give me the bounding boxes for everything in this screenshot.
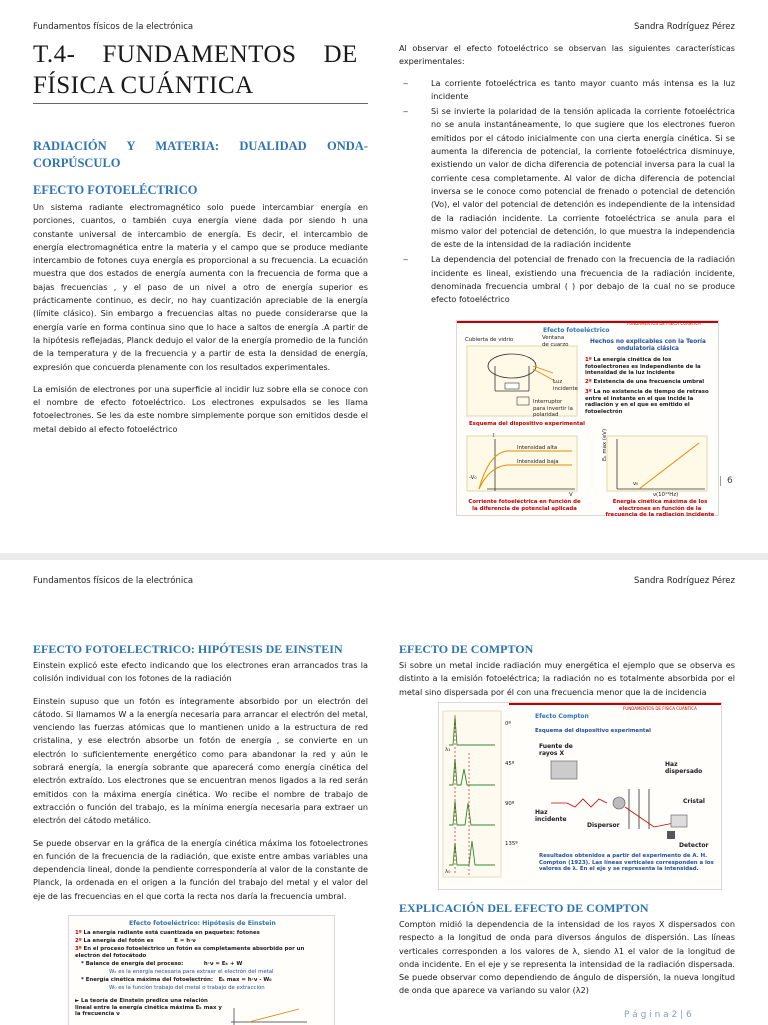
paragraph-einstein-1: Einstein explicó este efecto indicando que los electrones eran arrancados tras la colisión individual con los fotones de la radiación (33, 660, 368, 684)
label-interruptor: Interruptor para invertir la polaridad (533, 399, 573, 419)
figure-einstein (68, 915, 335, 1025)
figure-banner: FUNDAMENTOS DE FÍSICA CUÁNTICA (627, 321, 701, 326)
einstein-line-3-number: 3º (75, 946, 82, 952)
label-detector: Detector (679, 842, 709, 849)
einstein-line-7: W₀ es la función trabajo del metal o trabajo de extracción (109, 985, 265, 991)
einstein-line-6: * Energía cinética máxima del fotoelectrón: Eₖ max = h·ν - W₀ (81, 977, 272, 983)
einstein-line-2 (75, 938, 325, 945)
einstein-line-2-text: La energía del fotón es E = h·ν (83, 938, 196, 944)
bullet-dash: ‒ (403, 106, 409, 117)
label-dispersor: Dispersor (587, 822, 620, 829)
caption-e-graph: Energía cinética máxima de los electrones en función de la frecuencia de la radiación incidente (605, 499, 715, 519)
figure-title: Efecto fotoeléctrico (543, 327, 610, 334)
paragraph-einstein-3: Se puede observar en la gráfica de la energía cinética máxima los fotoelectrones en función de la frecuencia de la radiación, que existe entre ambas variables una dependencia lineal, donde la pendiente correspondería al valor de la constante de Planck, la ordenada en el origen a la función del trabajo del metal y el valor del eje de las frecuencias en el que corta la recta nos daría la frecuencia umbral. (33, 837, 368, 901)
fact-2 (585, 379, 711, 386)
label-haz-incidente: Haz incidente (535, 809, 567, 824)
section-heading-dualidad: RADIACIÓN Y MATERIA: DUALIDAD ONDA-CORPÚSCULO (33, 139, 368, 170)
caption-esquema: Esquema del dispositivo experimental (535, 728, 651, 734)
fact-2-number: 2º (585, 379, 592, 385)
running-header-right: Sandra Rodríguez Pérez (634, 576, 735, 586)
list-item-text: Si se invierte la polaridad de la tensión aplicada la corriente fotoeléctrica no se anula instantáneamente, lo que sugiere que los electrones fueron emitidos por el cátodo inicialmente con una cierta energía cinética. Si se aumenta la diferencia de potencial, la corriente fotoeléctrica disminuye, existiendo un valor de dicha diferencia de potencial inversa para la cual la corriente cesa completamente. Al valor de dicha diferencia de potencial inversa se le conoce como potencial de frenado o potencial de detención (Vo), el valor del potencial de detención es independiente de la intensidad de la radiación incidente. La corriente fotoeléctrica se anula para el mismo valor del potencial de detención, lo que muestra la independencia de este de la intensidad de la radiación incidente (431, 106, 735, 250)
paragraph-einstein-2: Einstein supuso que un fotón es íntegramente absorbido por un electrón del cátodo. Si llamamos W a la energía necesaria para arrancar el electrón del metal, venciendo las fuerzas atómicas que lo mantienen unido a la estructura de red cristalina, y ese electrón absorbe un fotón de energía , se convierte en un electrón lo suficientemente energético como para abandonar la red y aún le sobrará energía, la energía sobrante que aparecerá como energía cinética del electrón extraído. Los electrones que se encuentran menos ligados a la red serán emitidos con la máxima energía cinética. Wo recibe el nombre de trabajo de extracción o función del trabajo, es la mínima energía necesaria para extraer un electrón del cátodo metálico. (33, 695, 368, 826)
section-heading-einstein: EFECTO FOTOELECTRICO: HIPÓTESIS DE EINSTEIN (33, 642, 343, 656)
title-rule (33, 103, 368, 104)
figure-efecto-fotoelectrico (456, 320, 719, 519)
figure-title: Efecto fotoeléctrico: Hipótesis de Einstein (129, 920, 276, 927)
angle-label: 45º (505, 761, 515, 767)
bullet-dash: ‒ (403, 254, 409, 265)
page-footer: P á g i n a 2 | 6 (624, 1010, 692, 1020)
label-haz-dispersado: Haz dispersado (665, 761, 703, 776)
list-item (399, 105, 735, 251)
mini-graph-line (249, 1009, 299, 1022)
crystal (671, 815, 687, 827)
bullet-dash: ‒ (403, 77, 409, 88)
page-two (0, 560, 768, 1024)
incident-beam (551, 799, 607, 807)
nu0-label: ν₀ (633, 481, 639, 487)
page-number: 6 (720, 476, 733, 486)
einstein-line-2-number: 2º (75, 938, 82, 944)
fact-1 (585, 357, 711, 377)
spectra-panel (443, 711, 501, 877)
figure-heading: Hechos no explicables con la Teoría ondulatoria clásica (590, 339, 706, 352)
list-item (399, 253, 735, 306)
einstein-mini-graph (229, 1006, 309, 1025)
angle-label: 90º (505, 801, 515, 807)
einstein-line-3 (75, 946, 325, 959)
xray-source (551, 761, 577, 779)
axis-nu-label: ν(10¹⁴Hz) (653, 492, 679, 498)
chapter-title-line2: FÍSICA CUÁNTICA (33, 72, 254, 99)
label-fuente: Fuente de rayos X (539, 743, 573, 758)
axis-e-label: Eₖ max (eV) (602, 428, 608, 461)
label-cubierta: Cubierta de vidrio (465, 337, 514, 343)
label-luz-incidente: Luz incidente (553, 379, 578, 392)
einstein-line-3-text: En el proceso fotoeléctrico un fotón es completamente absorbido por un electrón del fotocátodo (75, 946, 305, 959)
einstein-line-1 (75, 930, 325, 937)
fact-1-number: 1º (585, 357, 592, 363)
fact-1-text: La energía cinética de los fotoelectrones es independiente de la intensidad de la luz incidente (585, 357, 701, 377)
caption-esquema: Esquema del dispositivo experimental (469, 421, 585, 427)
right-column (399, 42, 735, 309)
right-column (399, 642, 735, 708)
running-header-left: Fundamentos físicos de la electrónica (33, 22, 194, 32)
figure-banner: FUNDAMENTOS DE FÍSICA CUÁNTICA (623, 706, 697, 711)
einstein-line-8: ► La teoría de Einstein predice una relación lineal entre la energía cinética máxima Eₖ max y la frecuencia ν (75, 998, 222, 1018)
right-column-continued (399, 901, 735, 1007)
section-heading-compton: EFECTO DE COMPTON (399, 642, 534, 656)
paragraph-emision: La emisión de electrones por una superficie al incidir luz sobre ella se conoce con el nombre de efecto fotoeléctrico. Los electrones expulsados se les llama fotoelectrones. Se les da este nombre simplemente porque son emitidos desde el metal debido al efecto fotoeléctrico (33, 383, 368, 434)
list-item (399, 77, 735, 104)
left-column (33, 642, 368, 912)
caption-resultados: Resultados obtenidos a partir del experimento de A. H. Compton (1923). Las líneas verticales corresponden a los valores de λ. En el eje y se representa la intensidad. (539, 853, 714, 873)
list-item-text: La dependencia del potencial de frenado con la frecuencia de la radiación incidente es lineal, existiendo una frecuencia de la radiación incidente, denominada frecuencia umbral ( ) por debajo de la cual no se produce efecto fotoeléctrico (431, 254, 735, 305)
detector (667, 831, 675, 839)
left-column (33, 42, 368, 445)
axis-i-label: I (493, 433, 495, 439)
lambda-label: λ₁ (445, 747, 451, 753)
einstein-line-1-number: 1º (75, 930, 82, 936)
angle-label: 135º (505, 841, 518, 847)
paragraph-explicacion: Compton midió la dependencia de la intensidad de los rayos X dispersados con respecto a la longitud de onda para diversos ángulos de dispersión. Las líneas verticales corresponden a los valores de λ, siendo λ1 el valor de la longitud de onda incidente. En el eje y se representa la intensidad de la radiación dispersada. Se puede observar como dependiendo de ángulo de dispersión, la nueva longitud de onda que aparece va variando su valor (λ2) (399, 919, 735, 996)
caption-iv-graph: Corriente fotoeléctrica en función de la diferencia de potencial aplicada (468, 499, 581, 512)
axis-v0-label: -V₀ (469, 475, 477, 481)
scatterer (613, 797, 625, 809)
paragraph-caracteristicas: Al observar el efecto fotoeléctrico se observan las siguientes características experimentales: (399, 43, 735, 67)
fact-3-number: 3º (585, 389, 592, 395)
list-item-text: La corriente fotoeléctrica es tanto mayor cuanto más intensa es la luz incidente (431, 77, 735, 101)
section-heading-fotoelectrico: EFECTO FOTOELÉCTRICO (33, 183, 198, 197)
label-intensidad-baja: Intensidad baja (517, 459, 559, 465)
einstein-line-5: Wₑ es la energía necesaria para extraer el electrón del metal (109, 969, 274, 975)
label-cristal: Cristal (683, 798, 705, 805)
figure-efecto-compton (438, 702, 722, 890)
ammeter (505, 383, 519, 389)
e-graph-panel (607, 436, 707, 491)
label-intensidad-alta: Intensidad alta (517, 445, 558, 451)
paragraph-compton: Si sobre un metal incide radiación muy energética el ejemplo que se observa es distinto a la emisión fotoeléctrica; la radiación no es totalmente absorbida por el metal sino dispersada por él con una frecuencia menor que la de incidencia (399, 660, 735, 697)
section-heading-explicacion: EXPLICACIÓN DEL EFECTO DE COMPTON (399, 901, 649, 915)
lambda0-label: λ₀ (445, 869, 451, 875)
fact-3 (585, 389, 711, 415)
running-header-right: Sandra Rodríguez Pérez (634, 22, 735, 32)
paragraph-planck: Un sistema radiante electromagnético solo puede intercambiar energía en porciones, cuantos, o también cuya energía viene dada por siendo h una constante universal de intercambio de energía. Es decir, el intercambio de energía electromagnética entre la materia y el campo que se produce mediante intercambio de fotones cuya energía es proporcional a su frecuencia. La ecuación muestra que dos estados de energía aumenta con la frecuencia de forma que a bajas frecuencias , y el paso de un nivel a otro de energía superior es prácticamente continuo, es decir, no hay cuantización apreciable de la energía (límite clásico). Sin embargo a frecuencias altas no puede considerarse que la energía varíe en forma continua sino que lo hace a saltos de energía .A partir de la hipótesis reflejadas, Planck dedujo el valor de la energía promedio de la función de la temperatura y de la frecuencia y a partir de esta la densidad de energía, expresión que concuerda plenamente con los resultados experimentales. (33, 202, 368, 372)
einstein-line-1-text: La energía radiante está cuantizada en paquetes: fotones (83, 930, 260, 936)
chapter-title-line1: T.4- FUNDAMENTOS DE (33, 41, 358, 68)
einstein-line-4: * Balance de energía del proceso: h·ν = Eₖ + W (81, 961, 243, 967)
figure-title: Efecto Compton (535, 713, 589, 720)
axis-v-label: V (569, 492, 573, 498)
running-header-left: Fundamentos físicos de la electrónica (33, 576, 194, 586)
fact-3-text: La no existencia de tiempo de retraso entre el instante en el que incide la radiación y en el que es emitido el fotoelectrón (585, 389, 709, 415)
angle-label: 0º (505, 721, 511, 727)
label-ventana: Ventana de cuarzo (542, 335, 569, 348)
fact-2-text: Existencia de una frecuencia umbral (593, 379, 705, 385)
